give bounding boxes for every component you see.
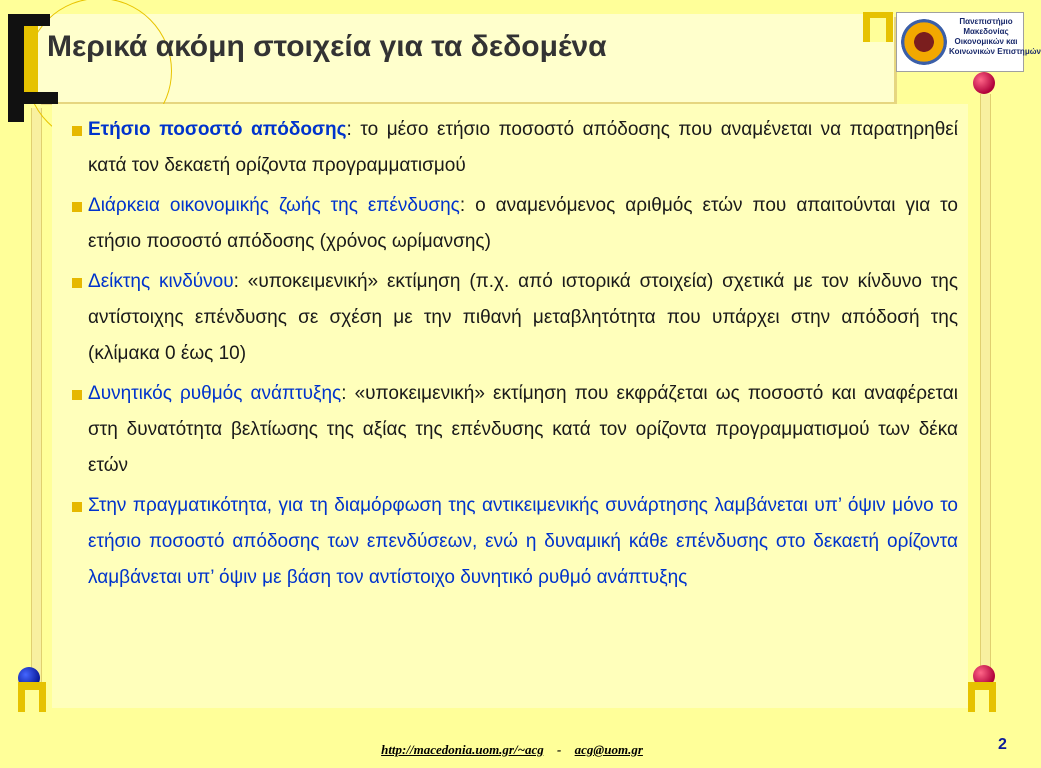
bullet-item — [70, 188, 958, 260]
university-emblem-icon — [901, 19, 947, 65]
bullet-text: Στην πραγματικότητα, για τη διαμόρφωση της αντικειμενικής συνάρτησης λαμβάνεται υπ’ όψιν μόνο το ετήσιο ποσοστό απόδοσης των επενδύσεων, ενώ η δυναμική κάθε επένδυσης στο δεκαετή ορίζοντα λαμβάνεται υπ’ όψιν με βάση τον αντίστοιχο δυνητικό ρυθμό ανάπτυξης — [88, 495, 958, 588]
bullet-term: Διάρκεια οικονομικής ζωής της επένδυσης — [88, 195, 460, 216]
bracket-accent — [24, 26, 38, 92]
bullet-text: : ο αναμενόμενος αριθμός ετών που απαιτούνται για το ετήσιο ποσοστό απόδοσης (χρόνος ωρίμανσης) — [88, 195, 958, 252]
bullet-square-icon — [72, 278, 82, 288]
bullet-text: : το μέσο ετήσιο ποσοστό απόδοσης που αναμένεται να παρατηρηθεί κατά τον δεκαετή ορίζοντα προγραμματισμού — [88, 119, 958, 176]
bullet-list — [70, 112, 958, 600]
bullet-item — [70, 112, 958, 184]
footer — [0, 742, 1024, 758]
logo-line: Μακεδονίας — [963, 27, 1009, 36]
logo-line: Οικονομικών και — [954, 37, 1018, 46]
logo-line: Κοινωνικών Επιστημών — [949, 47, 1041, 56]
bullet-square-icon — [72, 502, 82, 512]
left-vertical-bar — [31, 108, 42, 688]
bullet-term: Ετήσιο ποσοστό απόδοσης — [88, 119, 347, 140]
page-number: 2 — [998, 736, 1007, 753]
bracket-decoration — [8, 14, 24, 122]
red-ball-decoration — [973, 72, 995, 94]
university-logo — [896, 12, 1041, 72]
bracket-top-bar — [8, 14, 50, 26]
bullet-item — [70, 488, 958, 596]
right-vertical-bar — [980, 94, 991, 684]
bullet-term: Δείκτης κινδύνου — [88, 271, 234, 292]
logo-line: Πανεπιστήμιο — [959, 17, 1013, 26]
bracket-bottom-bar — [8, 92, 58, 104]
bullet-square-icon — [72, 126, 82, 136]
footer-website-link[interactable]: http://macedonia.uom.gr/~acg — [381, 742, 544, 757]
bullet-term: Δυνητικός ρυθμός ανάπτυξης — [88, 383, 342, 404]
bullet-square-icon — [72, 202, 82, 212]
bullet-item — [70, 264, 958, 372]
footer-email-link[interactable]: acg@uom.gr — [574, 742, 643, 757]
footer-separator: - — [557, 742, 562, 757]
bullet-text: : «υποκειμενική» εκτίμηση που εκφράζεται ως ποσοστό και αναφέρεται στη δυνατότητα βελτίωσης της αξίας της επένδυσης κατά τον ορίζοντα προγραμματισμού των δέκα ετών — [88, 383, 958, 476]
bullet-item — [70, 376, 958, 484]
square-decoration-bottom-left — [18, 682, 46, 712]
square-decoration-top-right-inner — [870, 18, 886, 42]
bullet-square-icon — [72, 390, 82, 400]
slide-title: Μερικά ακόμη στοιχεία για τα δεδομένα — [47, 30, 607, 63]
square-decoration-bottom-right — [968, 682, 996, 712]
logo-text — [949, 17, 1041, 57]
bullet-text: : «υποκειμενική» εκτίμηση (π.χ. από ιστορικά στοιχεία) σχετικά με τον κίνδυνο της αντίστοιχης επένδυσης σε σχέση με την πιθανή μεταβλητότητα που υπάρχει στην απόδοσή της (κλίμακα 0 έως 10) — [88, 271, 958, 364]
